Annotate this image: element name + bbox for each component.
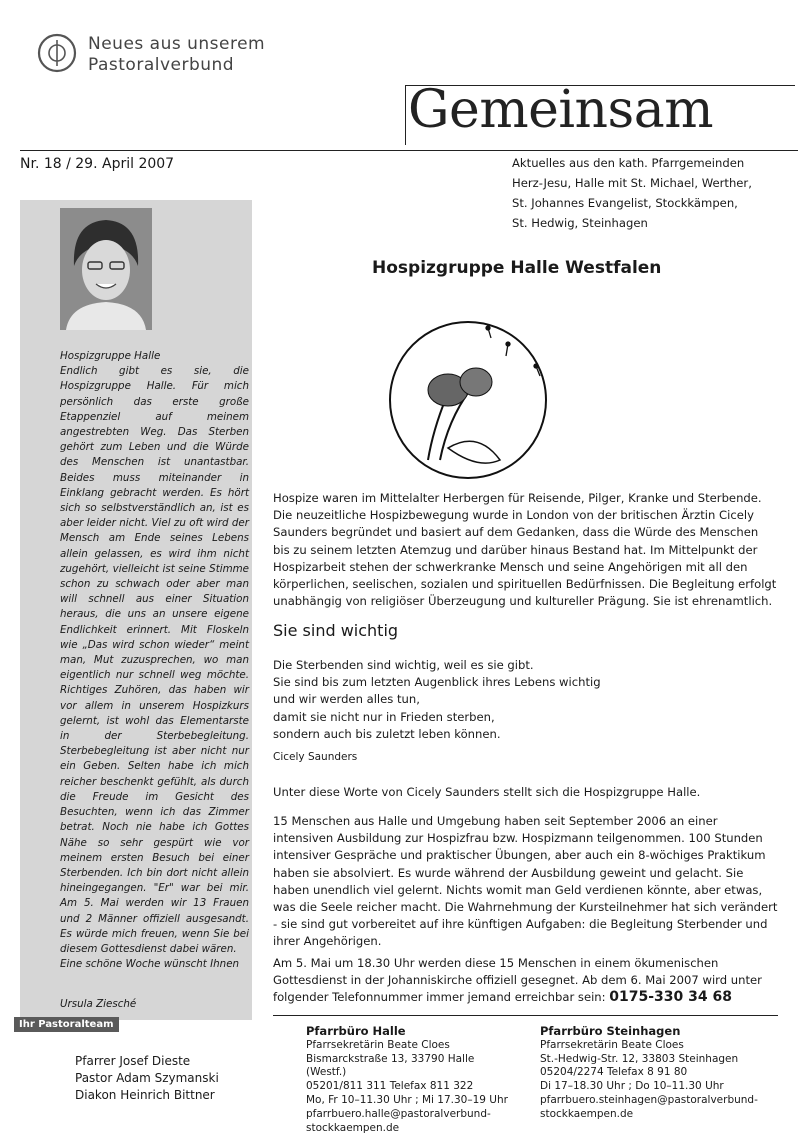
team-member: Pfarrer Josef Dieste — [75, 1054, 191, 1068]
sidebar-title: Hospizgruppe Halle — [60, 350, 161, 362]
sidebar-closing: Eine schöne Woche wünscht Ihnen — [60, 958, 240, 971]
subtitle-line: Herz-Jesu, Halle mit St. Michael, Werther, — [512, 176, 752, 190]
office-line: stockkaempen.de — [306, 1121, 400, 1134]
team-list — [75, 1053, 219, 1104]
team-member: Pastor Adam Szymanski — [75, 1071, 219, 1085]
article-intro — [273, 490, 778, 610]
dandelion-illustration — [388, 320, 548, 480]
office-line: St.-Hedwig-Str. 12, 33803 Steinhagen — [540, 1052, 739, 1065]
masthead-subtitle — [512, 153, 792, 233]
masthead-title: Gemeinsam — [408, 80, 714, 140]
portrait-image — [60, 208, 152, 330]
paragraph-4 — [273, 955, 778, 1007]
brand-line-2: Pastoralverbund — [88, 55, 235, 75]
office-line: Pfarrsekretärin Beate Cloes — [540, 1038, 684, 1051]
article-subhead: Sie sind wichtig — [273, 621, 399, 640]
sidebar-body: Endlich gibt es sie, die Hospizgruppe Halle. Für mich persönlich das erste große Etappenziel auf meinem angestrebten Weg. Das Sterben gehört zum Leben und die Würde des Menschen ist unantastbar. Beides muss miteinander in Einklang gebracht werden. Es hört sich so selbstverständlich an, ist es aber leider nicht. Viel zu oft wird der Mensch am Ende seines Lebens allein gelassen, es wird ihm nicht zugehört, vielleicht ist seine Stimme schon zu schwach oder aber man will schnell aus einer Situation heraus, die uns an unsere eigene Endlichkeit erinnert. Mit Floskeln wie „Das wird schon wieder“ meint man, Mut zuzusprechen, wo man eigentlich nur schnell weg möchte. Richtiges Zuhören, das haben wir vor allem in unserem Hospizkurs gelernt, ist wohl das Elementarste in der Sterbebegleitung. Sterbebegleitung ist aber nicht nur ein Geben. Selten habe ich mich reicher beschenkt gefühlt, als durch die Freude im Gesicht des Besuchten, wenn ich das Zimmer betrat. Noch nie habe ich Gottes Nähe so sehr gespürt wie vor meinem ersten Besuch bei einer Sterbenden. Ich bin dort nicht allein hineingegangen. "Er" war bei mir. Am 5. Mai werden wir 13 Frauen und 2 Männer offiziell ausgesandt. Es würde mich freuen, wenn Sie bei diesem Gottesdienst dabei wären. — [60, 365, 249, 955]
office-halle-title: Pfarrbüro Halle — [306, 1024, 406, 1038]
article-headline: Hospizgruppe Halle Westfalen — [372, 258, 662, 278]
subtitle-line: St. Johannes Evangelist, Stockkämpen, — [512, 196, 738, 210]
sidebar-signature: Ursula Ziesché — [60, 998, 137, 1010]
office-line: Di 17–18.30 Uhr ; Do 10–11.30 Uhr — [540, 1080, 724, 1093]
hotline-number: 0175-330 34 68 — [609, 989, 732, 1006]
poem-line: Sie sind bis zum letzten Augenblick ihres Lebens wichtig — [273, 675, 601, 690]
issue-number: Nr. 18 / 29. April 2007 — [20, 156, 175, 172]
office-line: stockkaempen.de — [540, 1107, 634, 1120]
office-steinhagen — [540, 1025, 780, 1122]
header-vertical-rule — [405, 85, 406, 145]
office-line: pfarrbuero.halle@pastoralverbund- — [306, 1107, 491, 1120]
office-line: Mo, Fr 10–11.30 Uhr ; Mi 17.30–19 Uhr — [306, 1093, 508, 1106]
office-steinhagen-title: Pfarrbüro Steinhagen — [540, 1024, 681, 1038]
poem-line: sondern auch bis zuletzt leben können. — [273, 726, 501, 741]
paragraph-4-text: Am 5. Mai um 18.30 Uhr werden diese 15 Menschen in einem ökumenischen Gottesdienst in der Johanniskirche offiziell gesegnet. Ab dem 6. Mai 2007 wird unter folgender Telefonnummer immer jemand erreichbar sein: — [273, 956, 762, 1005]
subtitle-line: Aktuelles aus den kath. Pfarrgemeinden — [512, 156, 745, 170]
poem-line: damit sie nicht nur in Frieden sterben, — [273, 709, 495, 724]
subtitle-line: St. Hedwig, Steinhagen — [512, 216, 648, 230]
poem-line: und wir werden alles tun, — [273, 692, 420, 707]
team-label: Ihr Pastoralteam — [14, 1017, 119, 1032]
author-photo — [60, 208, 152, 330]
footer-rule — [273, 1015, 778, 1016]
office-line: Bismarckstraße 13, 33790 Halle (Westf.) — [306, 1052, 475, 1079]
office-halle — [306, 1025, 516, 1135]
paragraph-3: 15 Menschen aus Halle und Umgebung haben seit September 2006 an einer intensiven Ausbildung zur Hospizfrau bzw. Hospizmann teilgenommen. 100 Stunden intensiver Gespräche und praktischer Übungen, aber auch ein 8-wöchiges Praktikum haben sie absolviert. Es wurde während der Ausbildung geweint und gelacht. Sie haben unendlich viel gelernt. Nichts womit man Geld verdienen könnte, aber etwas, was die Seele reicher macht. Die Wahrnehmung der Kursteilnehmer hat sich verändert - sie sind gut vorbereitet auf ihre künftigen Aufgaben: die Begleitung Sterbender und ihrer Angehörigen. — [273, 814, 778, 949]
team-member: Diakon Heinrich Bittner — [75, 1088, 215, 1102]
office-line: Pfarrsekretärin Beate Cloes — [306, 1038, 450, 1051]
intro-paragraph: Hospize waren im Mittelalter Herbergen für Reisende, Pilger, Kranke und Sterbende. Die neuzeitliche Hospizbewegung wurde in London von der britischen Ärztin Cicely Saunders begründet und basiert auf dem Gedanken, dass die Würde des Menschen bis zu seinem letzten Atemzug und darüber hinaus Bestand hat. Im Mittelpunkt der Hospizarbeit stehen der schwerkranke Mensch und seine Angehörigen mit all den körperlichen, seelischen, sozialen und spirituellen Bedürfnissen. Die Begleitung erfolgt unabhängig von religiöser Überzeugung und kultureller Prägung. Sie ist ehrenamtlich. — [273, 491, 777, 609]
paragraph-2: Unter diese Worte von Cicely Saunders stellt sich die Hospizgruppe Halle. — [273, 785, 701, 799]
office-line: pfarrbuero.steinhagen@pastoralverbund- — [540, 1093, 758, 1106]
office-line: 05204/2274 Telefax 8 91 80 — [540, 1066, 688, 1079]
office-line: 05201/811 311 Telefax 811 322 — [306, 1080, 474, 1093]
issue-rule — [20, 150, 798, 151]
brand-line-1: Neues aus unserem — [88, 34, 266, 54]
pastoral-logo-icon — [36, 32, 78, 74]
sidebar-article — [60, 349, 249, 972]
poem-author: Cicely Saunders — [273, 751, 358, 763]
poem-line: Die Sterbenden sind wichtig, weil es sie gibt. — [273, 658, 534, 672]
poem-block — [273, 657, 778, 743]
brand-text — [88, 34, 265, 76]
